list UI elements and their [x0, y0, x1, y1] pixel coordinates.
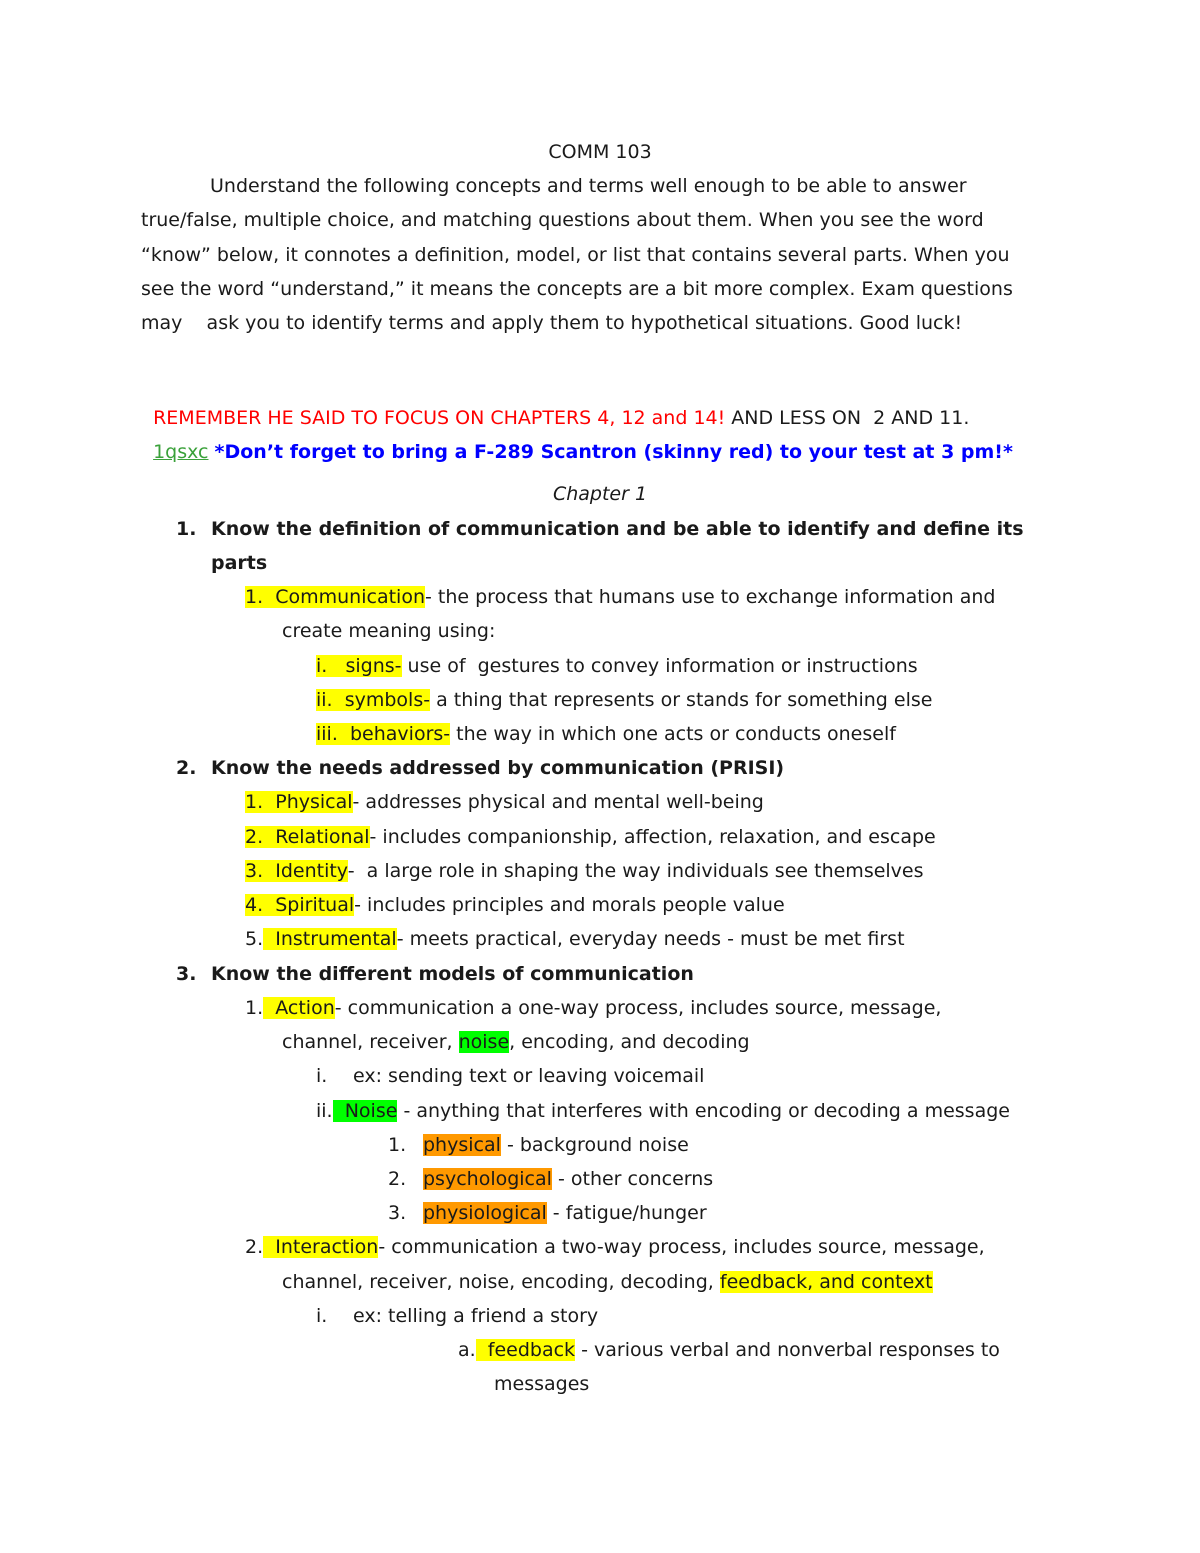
signs-term: signs- [345, 655, 402, 677]
q1-heading-line-2: parts [211, 552, 268, 574]
noise-term: Noise [344, 1100, 398, 1122]
identity-need-number: 3. [245, 860, 275, 882]
q2-number: 2. [176, 757, 197, 779]
interaction-example-text: ex: telling a friend a story [353, 1305, 599, 1327]
noise-type-number-1: 1. [388, 1134, 407, 1156]
relational-need-term: Relational [275, 826, 370, 848]
identity-need-item [245, 858, 924, 884]
interaction-model-definition-2: channel, receiver, noise, encoding, decoding, feedback, and context [282, 1271, 933, 1293]
noise-highlight: noise [458, 1031, 510, 1053]
physiological-noise-definition: - fatigue/hunger [546, 1202, 707, 1224]
remember-black-text: AND LESS ON 2 AND 11. [725, 407, 970, 429]
relational-need-item [245, 824, 936, 850]
interaction-example-number: i. [316, 1305, 328, 1327]
interaction-model-number: 2. [245, 1236, 264, 1258]
physiological-noise-term: physiological [423, 1202, 547, 1224]
relational-need-definition: - includes companionship, affection, relaxation, and escape [369, 826, 936, 848]
action-model-number: 1. [245, 997, 264, 1019]
signs-definition: use of gestures to convey information or instructions [401, 655, 918, 677]
action-model-item [245, 995, 941, 1021]
spiritual-need-term: Spiritual [275, 894, 355, 916]
communication-definition-1: - the process that humans use to exchange information and [425, 586, 996, 608]
intro-line-4: see the word “understand,” it means the concepts are a bit more complex. Exam questions [141, 278, 1013, 300]
physical-need-term: Physical [275, 791, 353, 813]
behaviors-term: behaviors- [349, 723, 451, 745]
behaviors-number: iii. [316, 723, 350, 745]
physiological-noise-item [423, 1200, 707, 1226]
feedback-definition-1: - various verbal and nonverbal responses to [575, 1339, 1000, 1361]
instrumental-need-term: Instrumental [275, 928, 397, 950]
behaviors-definition: the way in which one acts or conducts oneself [450, 723, 896, 745]
instrumental-need-item [245, 926, 905, 952]
symbols-term: symbols- [344, 689, 431, 711]
intro-line-5: may ask you to identify terms and apply them to hypothetical situations. Good luck! [141, 312, 963, 334]
interaction-model-term: Interaction [275, 1236, 379, 1258]
noise-type-number-3: 3. [388, 1202, 407, 1224]
feedback-item [458, 1337, 1000, 1363]
physical-noise-term: physical [423, 1134, 501, 1156]
interaction-model-definition-1: - communication a two-way process, includes source, message, [378, 1236, 985, 1258]
physical-noise-item [423, 1132, 689, 1158]
spiritual-need-definition: - includes principles and morals people value [354, 894, 785, 916]
noise-definition: - anything that interferes with encoding or decoding a message [397, 1100, 1010, 1122]
q2-heading: Know the needs addressed by communication (PRISI) [211, 757, 785, 779]
communication-number: 1. [245, 586, 275, 608]
remember-red-text: REMEMBER HE SAID TO FOCUS ON CHAPTERS 4, 12 and 14! [153, 407, 726, 429]
action-example-number: i. [316, 1065, 328, 1087]
noise-type-number-2: 2. [388, 1168, 407, 1190]
q3-heading: Know the different models of communication [211, 963, 694, 985]
intro-line-2: true/false, multiple choice, and matching questions about them. When you see the word [141, 209, 984, 231]
relational-need-number: 2. [245, 826, 275, 848]
psychological-noise-definition: - other concerns [551, 1168, 714, 1190]
psychological-noise-term: psychological [423, 1168, 552, 1190]
symbols-number: ii. [316, 689, 345, 711]
action-model-term: Action [275, 997, 335, 1019]
noise-number: ii. [316, 1100, 333, 1122]
scantron-reminder: *Don’t forget to bring a F-289 Scantron (skinny red) to your test at 3 pm!* [214, 441, 1013, 463]
physical-need-definition: - addresses physical and mental well-being [352, 791, 764, 813]
physical-need-item [245, 789, 764, 815]
feedback-letter: a. [458, 1339, 476, 1361]
physical-need-number: 1. [245, 791, 275, 813]
identity-need-definition: - a large role in shaping the way individuals see themselves [347, 860, 924, 882]
instrumental-need-number: 5. [245, 928, 264, 950]
communication-item [245, 584, 995, 610]
physical-noise-definition: - background noise [500, 1134, 689, 1156]
action-example-text: ex: sending text or leaving voicemail [353, 1065, 705, 1087]
signs-item [316, 653, 918, 679]
behaviors-item [316, 721, 896, 747]
psychological-noise-item [423, 1166, 713, 1192]
intro-line-1: Understand the following concepts and terms well enough to be able to answer [210, 175, 967, 197]
feedback-term: feedback [487, 1339, 576, 1361]
action-model-definition-1: - communication a one-way process, includes source, message, [334, 997, 942, 1019]
chapter-heading: Chapter 1 [552, 483, 648, 505]
intro-line-3: “know” below, it connotes a definition, model, or list that contains several parts. When you [141, 244, 1010, 266]
spiritual-need-number: 4. [245, 894, 275, 916]
reminder-link[interactable]: 1qsxc [153, 441, 209, 463]
instrumental-need-definition: - meets practical, everyday needs - must be met first [396, 928, 905, 950]
noise-item [316, 1098, 1010, 1124]
feedback-context-highlight: feedback, and context [719, 1271, 933, 1293]
feedback-definition-2: messages [494, 1373, 590, 1395]
spiritual-need-item [245, 892, 785, 918]
communication-definition-2: create meaning using: [282, 620, 496, 642]
document-title: COMM 103 [548, 141, 652, 163]
reminder-line [141, 413, 1013, 465]
symbols-item [316, 687, 932, 713]
q1-heading-line-1: Know the definition of communication and be able to identify and define its [211, 518, 1024, 540]
q1-number: 1. [176, 518, 197, 540]
interaction-model-item [245, 1234, 985, 1260]
communication-term: Communication [275, 586, 425, 608]
identity-need-term: Identity [275, 860, 348, 882]
q3-number: 3. [176, 963, 197, 985]
signs-number: i. [316, 655, 345, 677]
action-model-definition-2: channel, receiver, noise, encoding, and decoding [282, 1031, 750, 1053]
symbols-definition: a thing that represents or stands for something else [430, 689, 933, 711]
